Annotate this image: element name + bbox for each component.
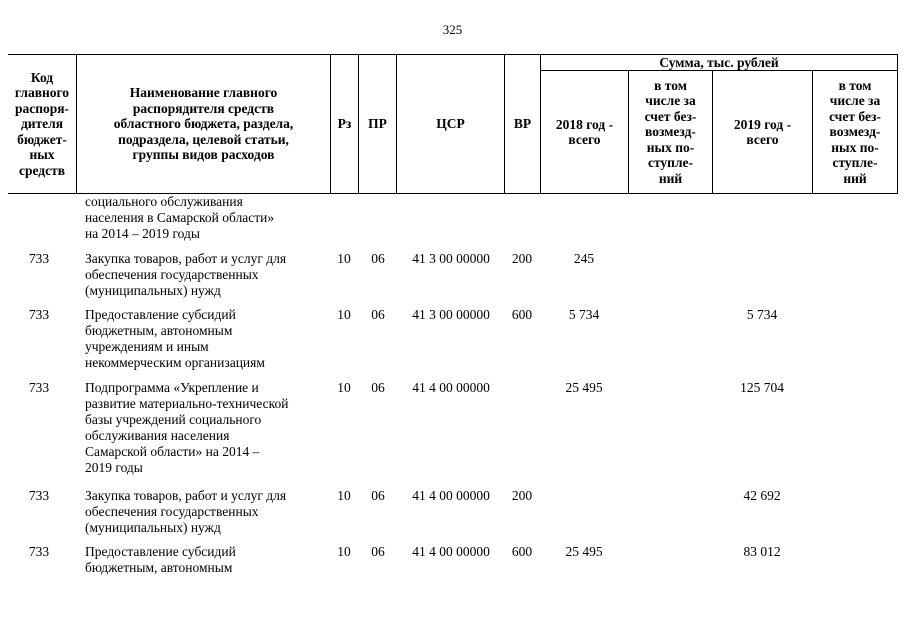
row-sum-2018: 5 734 (568, 307, 600, 322)
header-2018-text (556, 117, 613, 148)
row-csr: 41 3 00 00000 (412, 307, 490, 322)
page-number: 325 (442, 22, 463, 37)
header-name-line: распорядителя средств (132, 100, 275, 116)
header-code-line: ных (29, 147, 55, 163)
row-name-line: бюджетным, автономным (85, 323, 233, 338)
header-name-line: областного бюджета, раздела, (113, 116, 294, 132)
row-code: 733 (28, 251, 50, 266)
row-pr: 06 (371, 380, 385, 395)
row-name (85, 251, 330, 299)
row-sum-2019: 125 704 (740, 380, 784, 395)
header-2018-line: всего (568, 132, 601, 147)
header-code-line: Код (30, 69, 54, 85)
header-2018-free-line: счет без- (644, 108, 697, 124)
header-code-line: средств (18, 162, 66, 178)
row-sum-2019: 5 734 (746, 307, 778, 322)
header-2018-free (629, 71, 712, 193)
header-2018-line: 2018 год - (555, 116, 614, 132)
header-2019-free-line: ступле- (832, 155, 878, 171)
header-2019-free-line: ных по- (831, 139, 879, 155)
header-2018-free-line: ступле- (647, 155, 694, 171)
header-2019-line: всего (746, 132, 779, 147)
header-code-text (15, 70, 69, 179)
row-name-line: на 2014 – 2019 годы (85, 226, 200, 241)
row-sum-2018: 25 495 (565, 544, 603, 559)
row-name (85, 488, 330, 536)
header-2019-free (813, 71, 897, 193)
row-name-line: (муниципальных) нужд (85, 283, 221, 298)
row-code: 733 (28, 307, 50, 322)
row-pr: 06 (371, 307, 385, 322)
row-sum-2018: 25 495 (565, 380, 603, 395)
row-name-line: обслуживания населения (85, 428, 230, 443)
row-name-line: 2019 годы (85, 460, 143, 475)
row-name-line: Предоставление субсидий (85, 544, 236, 559)
header-2019-free-line: ний (843, 170, 867, 186)
row-name-line: Подпрограмма «Укрепление и (85, 380, 259, 395)
row-name-line: базы учреждений социального (85, 412, 262, 427)
row-name-line: учреждениям и иным (85, 339, 209, 354)
row-rz: 10 (337, 380, 351, 395)
row-name-line: обеспечения государственных (85, 504, 259, 519)
header-2018-free-line: числе за (645, 93, 696, 109)
header-code (8, 55, 76, 193)
row-name-line: развитие материально-технической (85, 396, 289, 411)
header-csr: ЦСР (436, 116, 465, 132)
row-csr: 41 3 00 00000 (412, 251, 490, 266)
header-name-line: Наименование главного (129, 85, 278, 101)
row-name-line: (муниципальных) нужд (85, 520, 221, 535)
row-csr: 41 4 00 00000 (412, 380, 490, 395)
header-2019-free-line: возмезд- (829, 124, 881, 140)
row-vr: 200 (511, 488, 533, 503)
row-name (85, 544, 330, 576)
row-name-line: Предоставление субсидий (85, 307, 236, 322)
header-vr: ВР (513, 116, 532, 132)
vline-9 (897, 54, 898, 194)
row-pr: 06 (371, 488, 385, 503)
row-rz: 10 (337, 251, 351, 266)
row-code: 733 (28, 488, 50, 503)
row-name-line: Самарской области» на 2014 – (85, 444, 260, 459)
header-2018-free-line: ных по- (646, 139, 695, 155)
row-vr: 600 (511, 307, 533, 322)
row-vr: 200 (511, 251, 533, 266)
row-code: 733 (28, 544, 50, 559)
header-2018-free-line: ний (658, 170, 683, 186)
row-name-line: некоммерческим организациям (85, 355, 265, 370)
header-2018-total (541, 71, 628, 193)
header-code-line: распоря- (14, 100, 70, 116)
row-name-line: населения в Самарской области» (85, 210, 275, 225)
row-name-line: Закупка товаров, работ и услуг для (85, 488, 287, 503)
row-name (85, 194, 330, 242)
row-code: 733 (28, 380, 50, 395)
header-2019-text (734, 117, 791, 148)
row-pr: 06 (371, 544, 385, 559)
row-vr: 600 (511, 544, 533, 559)
header-2018-free-line: возмезд- (645, 124, 696, 140)
header-code-line: бюджет- (17, 131, 67, 147)
header-2019-line: 2019 год - (733, 116, 792, 132)
header-code-line: дителя (20, 116, 64, 132)
header-name-text (114, 85, 294, 163)
row-csr: 41 4 00 00000 (412, 488, 490, 503)
row-rz: 10 (337, 307, 351, 322)
row-pr: 06 (371, 251, 385, 266)
row-name (85, 380, 330, 476)
row-sum-2019: 42 692 (743, 488, 781, 503)
row-name-line: бюджетным, автономным (85, 560, 233, 575)
row-name-line: обеспечения государственных (85, 267, 259, 282)
header-name-line: группы видов расходов (132, 147, 275, 163)
row-sum-2018: 245 (573, 251, 595, 266)
header-pr: ПР (368, 116, 387, 132)
header-2019-free-line: в том (838, 77, 872, 93)
row-name-line: социального обслуживания (85, 194, 243, 209)
header-2019-free-line: счет без- (829, 108, 881, 124)
row-rz: 10 (337, 544, 351, 559)
header-2019-free-line: числе за (829, 93, 881, 109)
row-rz: 10 (337, 488, 351, 503)
header-2019-free-text (829, 78, 881, 187)
header-name (77, 55, 330, 193)
header-name-line: подраздела, целевой статьи, (118, 131, 289, 147)
row-csr: 41 4 00 00000 (412, 544, 490, 559)
header-code-line: главного (14, 85, 70, 101)
header-rz: Рз (337, 116, 352, 132)
header-2018-free-line: в том (654, 77, 687, 93)
row-sum-2019: 83 012 (743, 544, 781, 559)
header-2019-total (713, 71, 812, 193)
header-sum-title: Сумма, тыс. рублей (659, 54, 779, 70)
header-2018-free-text (645, 78, 697, 187)
row-name-line: Закупка товаров, работ и услуг для (85, 251, 287, 266)
row-name (85, 307, 330, 371)
